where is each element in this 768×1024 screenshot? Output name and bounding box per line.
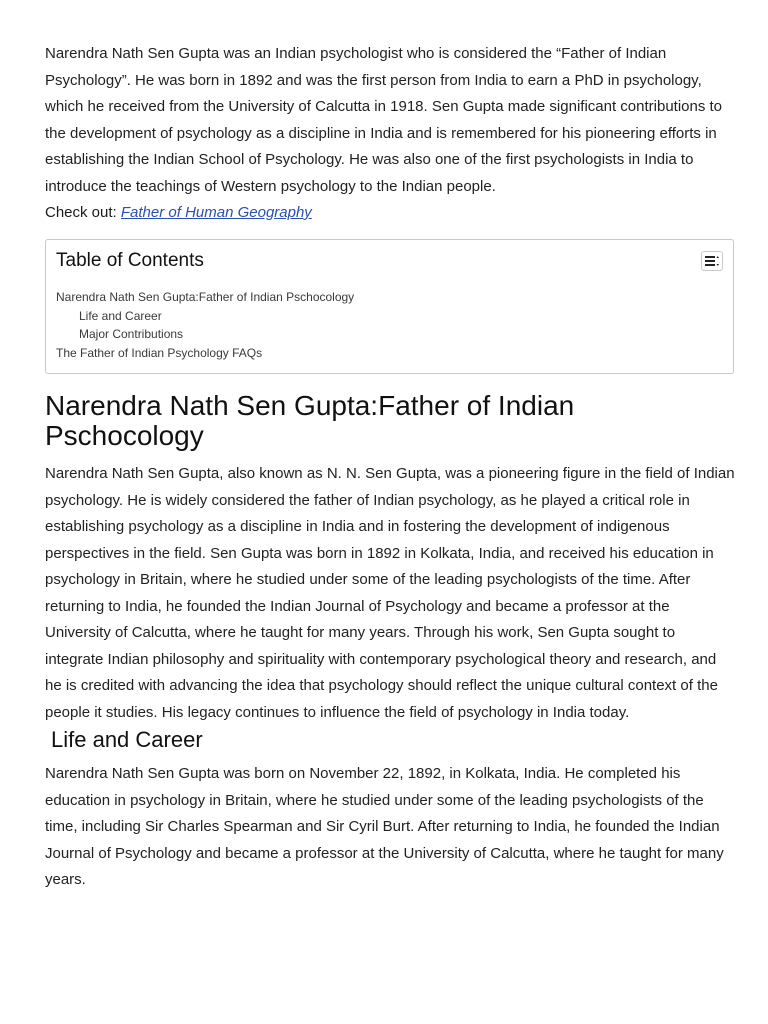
toc-header (56, 249, 723, 273)
toc-list (56, 288, 723, 362)
toc-item-sen-gupta[interactable]: Narendra Nath Sen Gupta:Father of Indian Pschocology (56, 290, 355, 304)
table-of-contents (45, 239, 734, 374)
section-paragraph-sen-gupta: Narendra Nath Sen Gupta, also known as N. N. Sen Gupta, was a pioneering figure in the field of Indian psychology. He is widely considered the father of Indian psychology, as he played a critical role in establishing psychology as a discipline in India and in fostering the development of indigenous perspectives in the field. Sen Gupta was born in 1892 in Kolkata, India, and received his education in psychology in Britain, where he studied under some of the leading psychologists of the time. After returning to India, he founded the Indian Journal of Psychology and became a professor at the University of Calcutta, where he taught for many years. Through his work, Sen Gupta sought to integrate Indian philosophy and spirituality with contemporary psychological theory and research, and he is credited with advancing the idea that psychology should reflect the unique cultural context of the people it studies. His legacy continues to influence the field of psychology in India today. (45, 465, 735, 721)
section-heading-life-and-career: Life and Career (51, 727, 203, 752)
section-heading-sen-gupta: Narendra Nath Sen Gupta:Father of Indian Pschocology (45, 390, 575, 451)
toc-title: Table of Contents (56, 250, 204, 271)
toc-item-life-and-career[interactable]: Life and Career (79, 308, 162, 323)
toc-toggle-button[interactable] (701, 251, 723, 271)
intro-paragraph: Narendra Nath Sen Gupta was an Indian psychologist who is considered the “Father of Indian Psychology”. He was born in 1892 and was the first person from India to earn a PhD in psychology, which he received from the University of Calcutta in 1918. Sen Gupta made significant contributions to the development of psychology as a discipline in India and is remembered for his pioneering efforts in establishing the Indian School of Psychology. He was also one of the first psychologists in India to introduce the teachings of Western psychology to the Indian people. (45, 45, 723, 195)
section-paragraph-life-and-career: Narendra Nath Sen Gupta was born on November 22, 1892, in Kolkata, India. He completed his education in psychology in Britain, where he studied under some of the leading psychologists of the time, including Sir Charles Spearman and Sir Cyril Burt. After returning to India, he founded the Indian Journal of Psychology and became a professor at the University of Calcutta, where he taught for many years. (45, 765, 724, 888)
toc-item-major-contributions[interactable]: Major Contributions (79, 327, 184, 341)
check-out-prefix: Check out: (45, 204, 121, 221)
father-of-human-geography-link[interactable]: Father of Human Geography (120, 204, 312, 221)
check-out-line (45, 200, 735, 226)
toc-item-faqs[interactable]: The Father of Indian Psychology FAQs (56, 345, 263, 360)
article-content (45, 41, 735, 894)
list-toggle-icon (705, 256, 719, 266)
